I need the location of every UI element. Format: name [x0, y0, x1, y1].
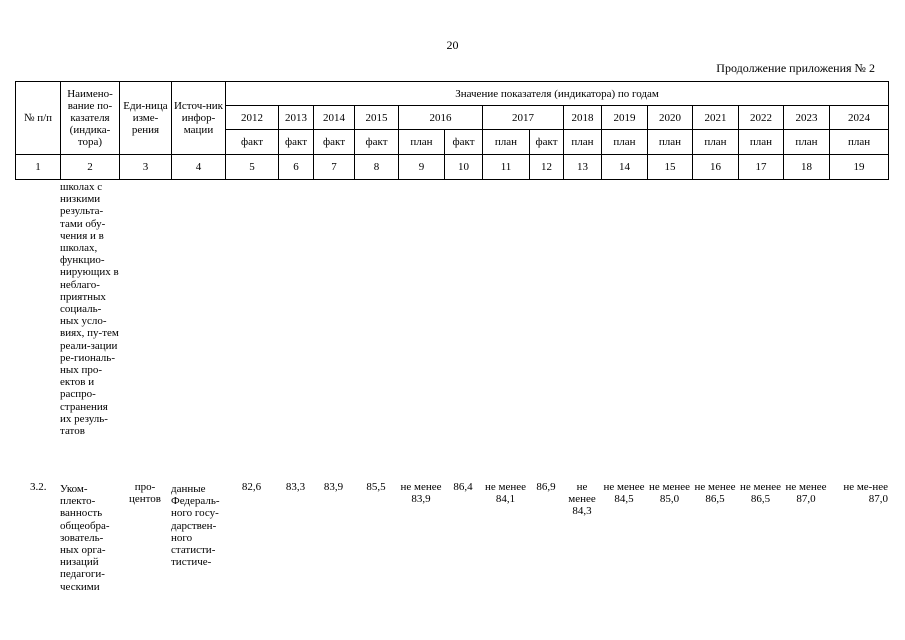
year-cell: 2016 [399, 106, 483, 130]
column-number: 3 [120, 155, 172, 180]
column-number: 17 [739, 155, 784, 180]
year-cell: 2022 [739, 106, 784, 130]
value-cell: не менее 86,5 [739, 481, 781, 506]
kind-cell: план [602, 130, 648, 155]
continued-indicator-name: школах с низкими результа-тами обу-чения и в школах, функцио-нирующих в неблаго-приятных социаль-ных усло-виях, пу-тем реали-зации ре-гиональ-ных про-ектов и распро-странения их резуль-татов [60, 181, 119, 438]
column-number: 11 [483, 155, 530, 180]
continuation-label: Продолжение приложения № 2 [716, 61, 875, 75]
column-number: 13 [564, 155, 602, 180]
column-number: 6 [279, 155, 314, 180]
source-cell: данные Федераль-ного госу-дарствен-ного статисти-тистиче- [171, 483, 220, 569]
column-number: 7 [314, 155, 355, 180]
header-table [15, 81, 889, 180]
header-name: Наимено-вание по-казателя (индика-тора) [61, 82, 120, 155]
page-number: 20 [446, 38, 459, 52]
value-cell: не менее 84,3 [568, 481, 596, 518]
header-num: № п/п [16, 82, 61, 155]
kind-cell: план [399, 130, 445, 155]
column-number: 19 [830, 155, 889, 180]
value-cell: не менее 84,1 [484, 481, 526, 506]
value-cell: 83,9 [323, 481, 344, 493]
year-cell: 2015 [355, 106, 399, 130]
kind-cell: факт [279, 130, 314, 155]
kind-cell: план [739, 130, 784, 155]
kind-cell: факт [445, 130, 483, 155]
header-unit: Еди-ница изме-рения [120, 82, 172, 155]
year-cell: 2023 [784, 106, 830, 130]
value-cell: не менее 87,0 [785, 481, 827, 506]
kind-cell: план [648, 130, 693, 155]
column-number: 18 [784, 155, 830, 180]
column-number: 12 [530, 155, 564, 180]
column-number: 14 [602, 155, 648, 180]
kind-cell: план [830, 130, 889, 155]
year-cell: 2014 [314, 106, 355, 130]
unit-cell: про-центов [128, 481, 161, 506]
year-cell: 2013 [279, 106, 314, 130]
kind-cell: факт [314, 130, 355, 155]
kind-cell: факт [530, 130, 564, 155]
header-values: Значение показателя (индикатора) по годам [226, 82, 889, 106]
header-source: Источ-ник инфор-мации [172, 82, 226, 155]
value-cell: не ме-нее 87,0 [843, 481, 888, 506]
column-number: 2 [61, 155, 120, 180]
value-cell: 86,9 [536, 481, 556, 493]
year-cell: 2012 [226, 106, 279, 130]
year-cell: 2021 [693, 106, 739, 130]
continued-row [15, 181, 888, 481]
value-cell: 85,5 [366, 481, 386, 493]
value-cell: 82,6 [241, 481, 262, 493]
column-numbers-row [16, 155, 889, 180]
column-number: 4 [172, 155, 226, 180]
column-number: 5 [226, 155, 279, 180]
year-cell: 2019 [602, 106, 648, 130]
column-number: 15 [648, 155, 693, 180]
value-cell: не менее 85,0 [648, 481, 690, 506]
value-cell: не менее 84,5 [603, 481, 645, 506]
year-cell: 2018 [564, 106, 602, 130]
row-number: 3.2. [30, 481, 47, 493]
kind-cell: факт [226, 130, 279, 155]
year-cell: 2020 [648, 106, 693, 130]
column-number: 16 [693, 155, 739, 180]
year-cell: 2024 [830, 106, 889, 130]
kind-cell: план [564, 130, 602, 155]
value-cell: не менее 83,9 [400, 481, 442, 506]
indicator-name: Уком-плекто-ванность общеобра-зователь-ных орга-низаций педагоги-ческими [60, 483, 110, 593]
kind-cell: план [693, 130, 739, 155]
body-table [15, 181, 888, 593]
column-number: 8 [355, 155, 399, 180]
table-row [15, 481, 888, 593]
value-cell: 83,3 [285, 481, 306, 493]
column-number: 9 [399, 155, 445, 180]
year-cell: 2017 [483, 106, 564, 130]
kind-cell: факт [355, 130, 399, 155]
value-cell: 86,4 [453, 481, 473, 493]
value-cell: не менее 86,5 [694, 481, 736, 506]
column-number: 10 [445, 155, 483, 180]
kind-cell: план [784, 130, 830, 155]
kind-cell: план [483, 130, 530, 155]
column-number: 1 [16, 155, 61, 180]
